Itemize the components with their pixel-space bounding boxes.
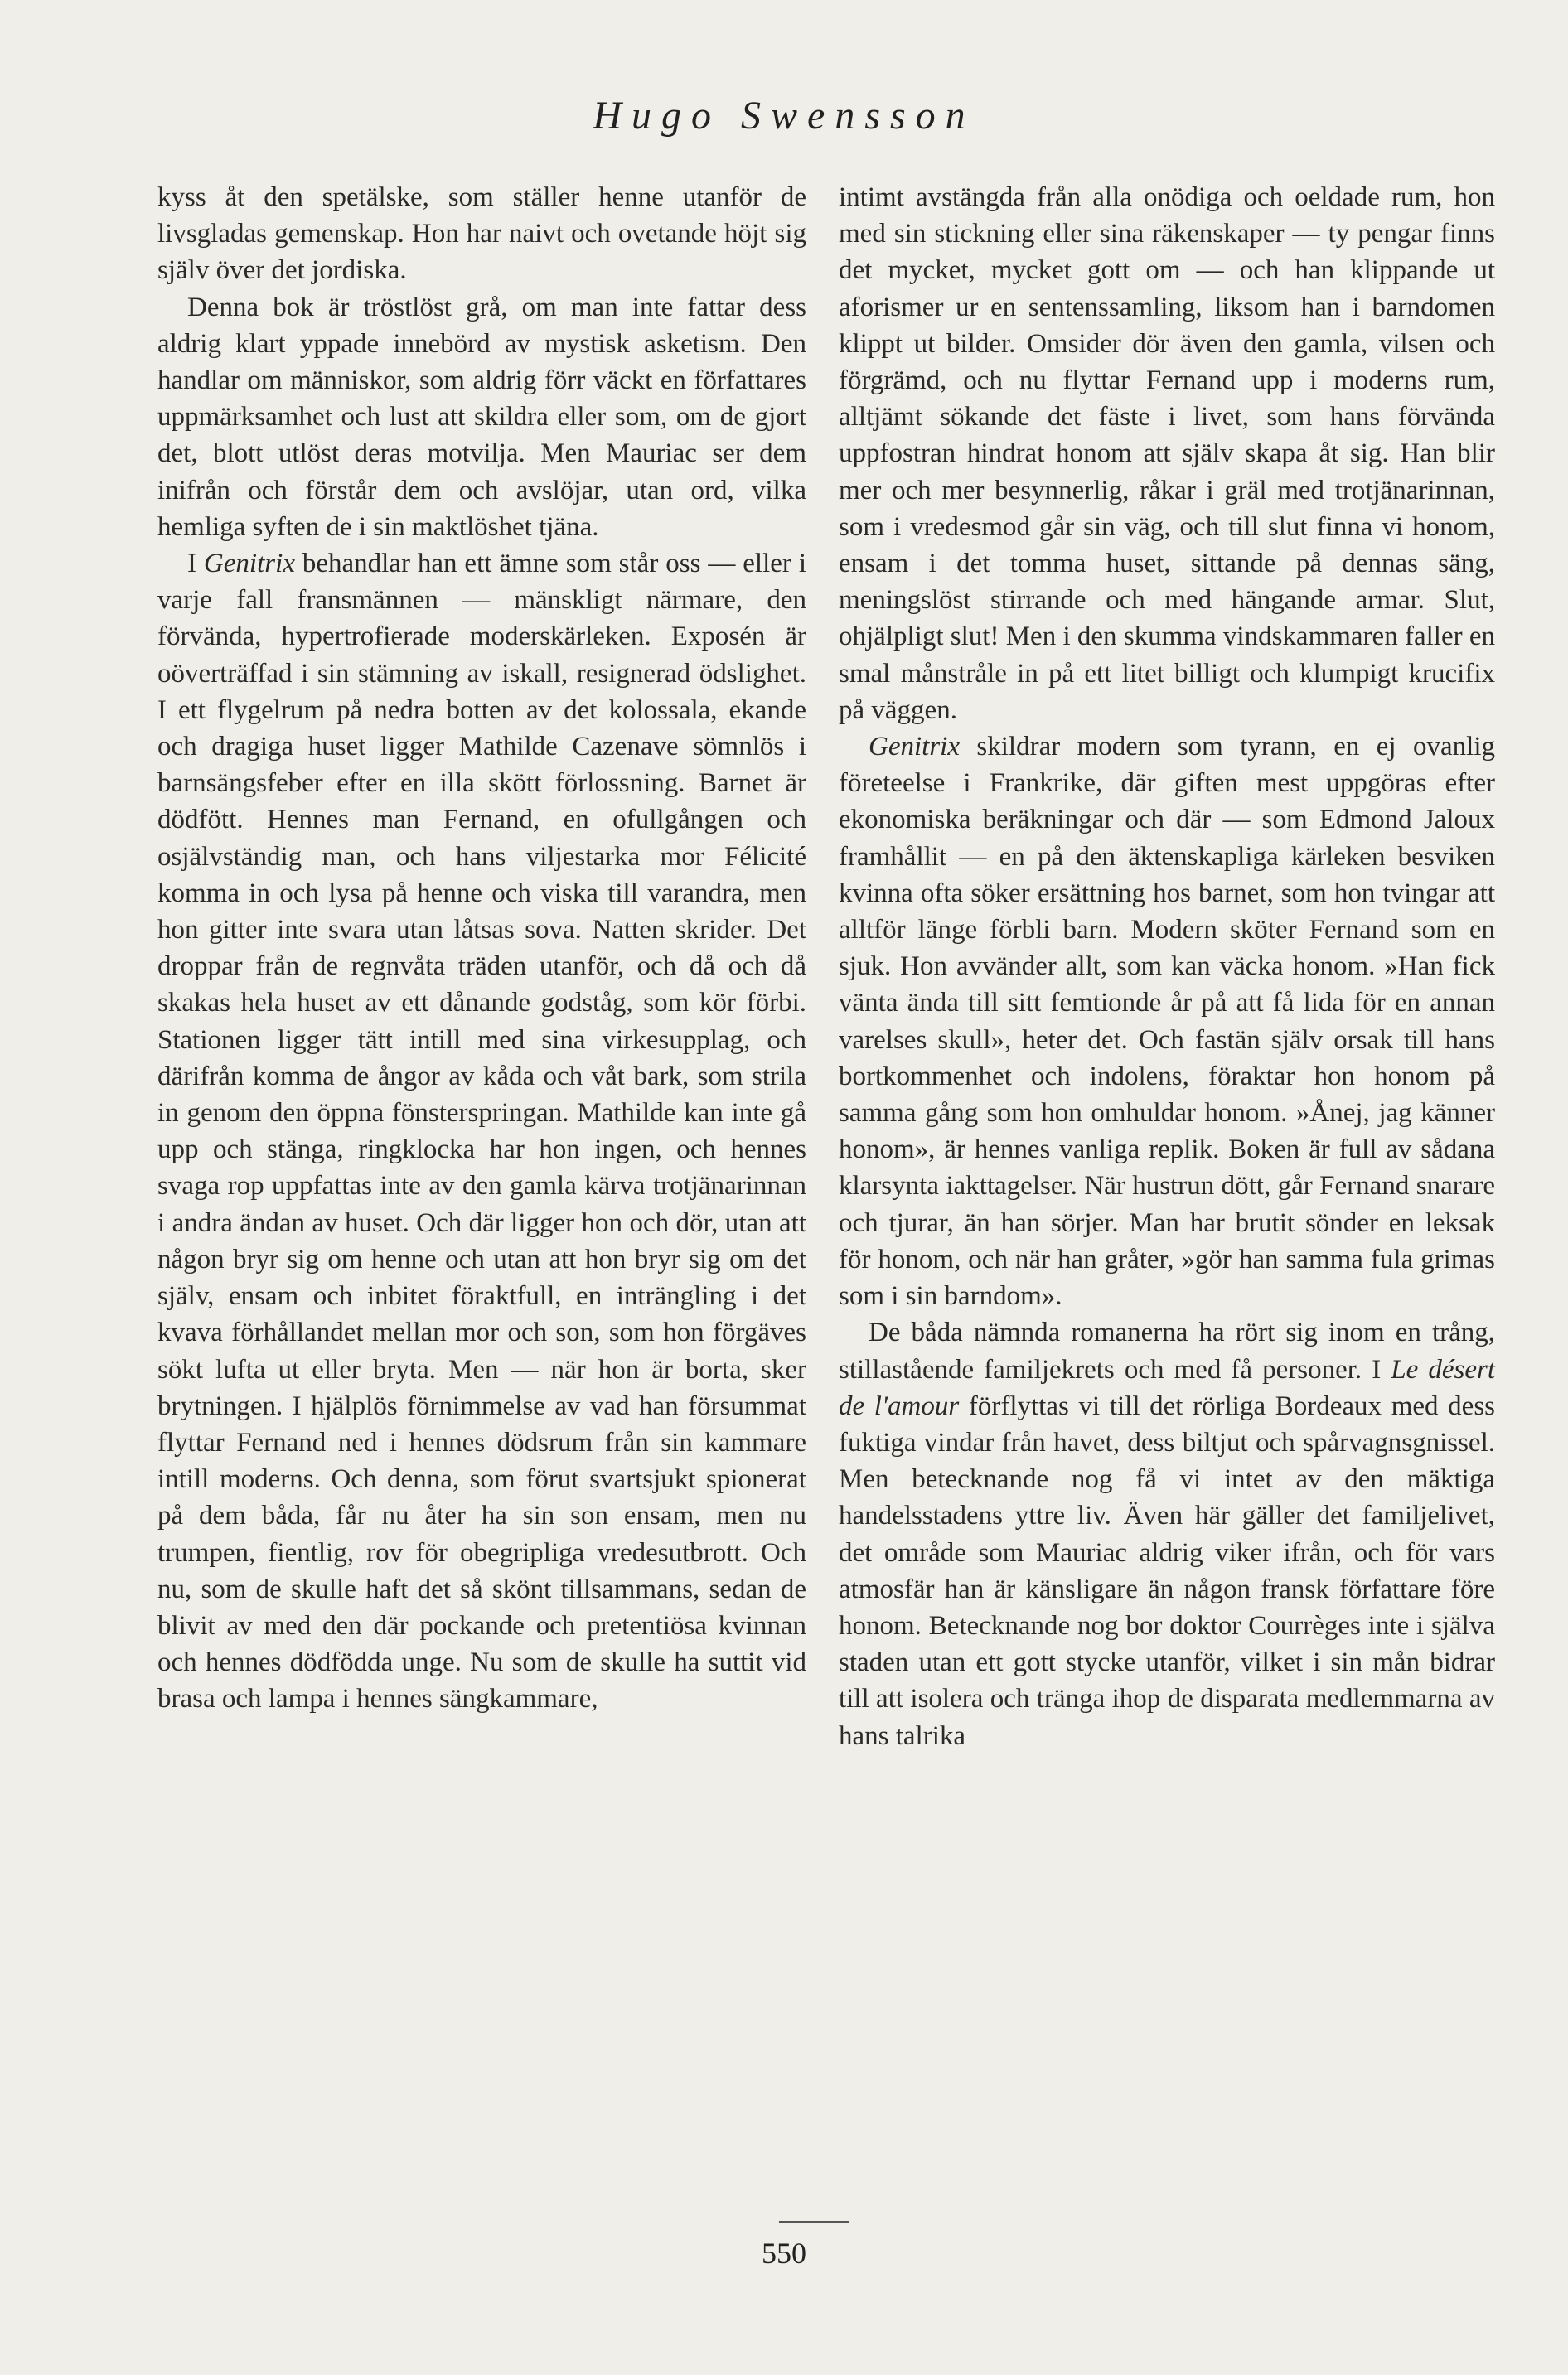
paragraph: Denna bok är tröstlöst grå, om man inte fattar dess aldrig klart yppade innebörd av mystisk asketism. Den handlar om människor, som aldrig förr väckt en författares uppmärksamhet och lust att skildra eller som, om de gjort det, blott utlöst deras motvilja. Men Mauriac ser dem inifrån och förstår dem och avslöjar, utan ord, vilka hemliga syften de i sin maktlöshet tjäna. bbox=[157, 292, 806, 542]
footer-rule bbox=[779, 2221, 849, 2223]
paragraph: kyss åt den spetälske, som ställer henne utanför de livsgladas gemenskap. Hon har naivt och ovetande höjt sig själv över det jordiska. bbox=[157, 182, 806, 286]
left-column bbox=[157, 179, 806, 1718]
paragraph-text: behandlar han ett ämne som står oss — eller i varje fall fransmännen — mänskligt närmare, den förvända, hypertrofierade moderskärleken. Exposén är oöverträffad i sin stämning av iskall, resignerad ödslighet. I ett flygelrum på nedra botten av det kolossala, ekande och dragiga huset ligger Mathilde Cazenave sömnlös i barnsängsfeber efter en illa skött förlossning. Barnet är dödfött. Hennes man Fernand, en ofullgången och osjälvständig man, och hans viljestarka mor Félicité komma in och lysa på henne och viska till varandra, men hon gitter inte svara utan låtsas sova. Natten skrider. Det droppar från de regnvåta träden utanför, och då och då skakas hela huset av ett dånande godståg, som kör förbi. Stationen ligger tätt intill med sina virkesupplag, och därifrån komma de ångor av kåda och våt bark, som strila in genom den öppna fönsterspringan. Mathilde kan inte gå upp och stänga, ringklocka har hon ingen, och hennes svaga rop uppfattas inte av den gamla kärva trotjänarinnan i andra ändan av huset. Och där ligger hon och dör, utan att någon bryr sig om henne och utan att hon bryr sig om det själv, ensam och inbitet föraktfull, en inträngling i det kvava förhållandet mellan mor och son, som hon förgäves sökt lufta ut eller bryta. Men — när hon är borta, sker brytningen. I hjälplös förnimmelse av vad han försummat flyttar Fernand ned i hennes dödsrum från sin kammare intill moderns. Och denna, som förut svartsjukt spionerat på dem båda, får nu åter ha sin son ensam, men nu trumpen, fientlig, rov för obegripliga vredesutbrott. Och nu, som de skulle haft det så skönt tillsammans, sedan de blivit av med den där pockande och pretentiösa kvinnan och hennes dödfödda unge. Nu som de skulle ha suttit vid brasa och lampa i hennes sängkammare, bbox=[157, 549, 806, 1715]
page-number: 550 bbox=[762, 2237, 806, 2270]
paragraph: intimt avstängda från alla onödiga och oeldade rum, hon med sin stickning eller sina räkenskaper — ty pengar finns det mycket, mycket gott om — och han klippande ut aforismer ur en sentenssamling, liksom han i barndomen klippt ut bilder. Omsider dör även den gamla, vilsen och förgrämd, och nu flyttar Fernand upp i moderns rum, alltjämt sökande det fäste i livet, som hans förvända uppfostran hindrat honom att själv skapa åt sig. Han blir mer och mer besynnerlig, råkar i gräl med trotjänarinnan, som i vredesmod går sin väg, och till slut finna vi honom, ensam i det tomma huset, sittande på dennas säng, meningslöst stirrande och med hängande armar. Slut, ohjälpligt slut! Men i den skumma vindskammaren faller en smal månstråle in på ett litet billigt och klumpigt krucifix på väggen. bbox=[839, 182, 1495, 725]
paragraph-lead: I bbox=[187, 549, 204, 579]
paragraph bbox=[157, 545, 806, 1718]
paragraph bbox=[839, 1314, 1495, 1753]
running-head: Hugo Swensson bbox=[593, 94, 975, 138]
book-title: Genitrix bbox=[869, 732, 960, 762]
paragraph-text: förflyttas vi till det rörliga Bordeaux med dess fuktiga vindar från havet, dess biltjut och spårvagnsgnissel. Men betecknande nog få vi intet av den mäktiga handelsstadens yttre liv. Även här gäller det familjelivet, det område som Mauriac aldrig viker ifrån, och för vars atmosfär han är känsligare än någon fransk författare före honom. Betecknande nog bor doktor Courrèges inte i själva staden utan ett gott stycke utanför, vilket i sin mån bidrar till att isolera och tränga ihop de disparata medlemmarna av hans talrika bbox=[839, 1391, 1496, 1751]
paragraph-lead: De båda nämnda romanerna ha rört sig inom en trång, stillastående familjekrets och med få personer. I bbox=[839, 1318, 1495, 1385]
right-column bbox=[839, 179, 1495, 1754]
paragraph bbox=[839, 728, 1495, 1314]
paragraph-text: skildrar modern som tyrann, en ej ovanlig företeelse i Frankrike, där giften mest uppgöras efter ekonomiska beräkningar och där — som Edmond Jaloux framhållit — en på den äktenskapliga kärleken besviken kvinna ofta söker ersättning hos barnet, som hon tvingar att alltför länge förbli barn. Modern sköter Fernand som en sjuk. Hon avvänder allt, som kan väcka honom. »Han fick vänta ända till sitt femtionde år på att få lida för en annan varelses skull», heter det. Och fastän själv orsak till hans bortkommenhet och indolens, föraktar hon honom på samma gång som hon omhuldar honom. »Ånej, jag känner honom», är hennes vanliga replik. Boken är full av sådana klarsynta iakttagelser. När hustrun dött, går Fernand snarare och tjurar, än han sörjer. Man har brutit sönder en leksak för honom, och när han gråter, »gör han samma fula grimas som i sin barndom». bbox=[839, 732, 1495, 1312]
book-title: Le désert de l'amour bbox=[839, 1354, 1495, 1421]
book-title: Genitrix bbox=[203, 549, 295, 579]
